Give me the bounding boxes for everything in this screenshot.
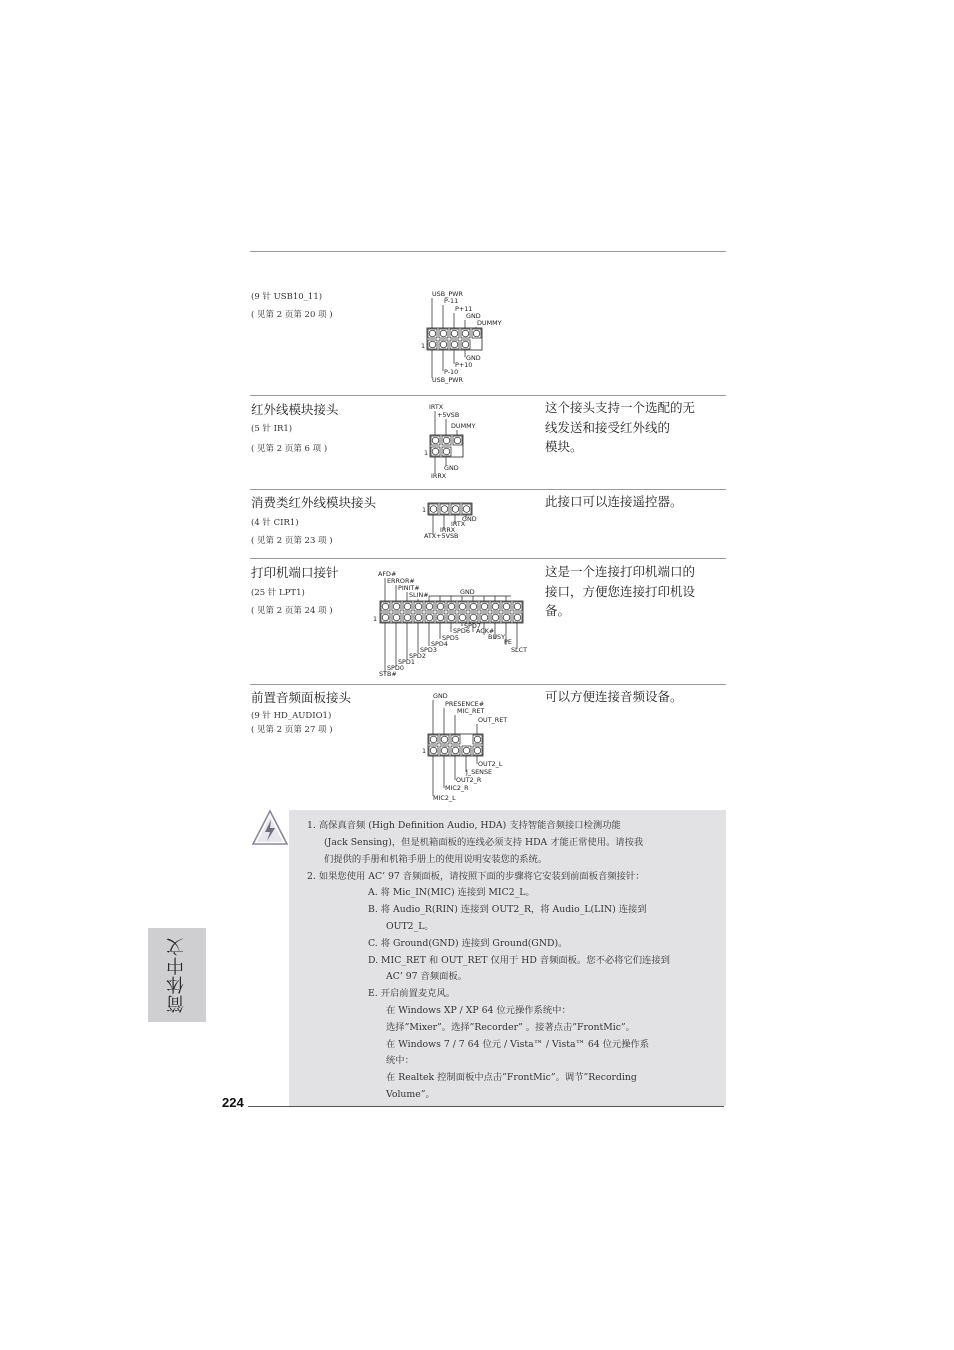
lpt-pin-hole (459, 614, 466, 621)
ir-title: 红外线模块接头 (251, 402, 339, 417)
usb-pin-label: P+10 (455, 361, 473, 369)
lpt-pin-label: SLCT (511, 646, 527, 654)
lpt-pin-hole (393, 603, 400, 610)
lpt-pin-hole (404, 603, 411, 610)
lpt-pin-label: ACK# (476, 627, 495, 635)
lpt-pin-hole (415, 603, 422, 610)
usb-ref: ( 见第 2 页第 20 项 ) (251, 310, 333, 320)
lpt-pin-hole (393, 614, 400, 621)
lpt-pin-hole (481, 614, 488, 621)
note-line: 2. 如果您使用 AC’ 97 音频面板，请按照下面的步骤将它安装到前面板音频接针： (307, 871, 645, 882)
lpt-pin-hole (382, 603, 389, 610)
lpt-pin-label: STB# (379, 670, 397, 678)
lpt-description (545, 562, 725, 621)
note-line: C. 将 Ground(GND) 连接到 Ground(GND)。 (368, 938, 568, 949)
lpt-title: 打印机端口接针 (251, 565, 339, 580)
lpt-pin-hole (481, 603, 488, 610)
lpt-pin-label: ERROR# (387, 577, 415, 585)
audio-pin1-marker: 1 (422, 747, 427, 755)
ir-description (545, 398, 725, 457)
note-line: 在 Windows XP / XP 64 位元操作系统中： (386, 1005, 571, 1016)
cir-pin-label: GND (462, 515, 477, 523)
ir-pin-label: DUMMY (451, 422, 476, 430)
lpt-pin-label: SPD0 (387, 664, 404, 672)
lpt-pin-hole (426, 614, 433, 621)
lpt-pin-hole (470, 603, 477, 610)
lpt-pin1-marker: 1 (373, 615, 378, 623)
language-side-tab (148, 928, 206, 1022)
usb-pin-label: P-11 (444, 297, 459, 305)
note-line: 在 Realtek 控制面板中点击”FrontMic”。调节”Recording (386, 1072, 637, 1083)
section-divider (250, 558, 726, 559)
cir-pin-label: IRTX (451, 520, 466, 528)
ir-pin-label: +5VSB (437, 411, 460, 419)
lpt-pin-label: BUSY (488, 633, 506, 641)
ir-desc-line: 这个接头支持一个选配的无 (545, 400, 696, 415)
lpt-pin-hole (459, 603, 466, 610)
language-side-tab-label: 简体中文 (166, 937, 187, 1013)
lpt-desc-line: 备。 (545, 603, 571, 618)
section-divider (250, 395, 726, 396)
lpt-pin-hole (514, 603, 521, 610)
usb-pin-label: DUMMY (477, 319, 502, 327)
usb-pin-label: GND (466, 312, 481, 320)
lpt-pin-hole (404, 614, 411, 621)
lpt-pin-label: SPD5 (442, 634, 459, 642)
ir-pin-label: GND (444, 464, 459, 472)
note-line: A. 将 Mic_IN(MIC) 连接到 MIC2_L。 (368, 887, 535, 898)
note-line: 在 Windows 7 / 7 64 位元 / Vista™ / Vista™ 64 位元操作系 (386, 1039, 650, 1050)
lpt-pin-label: SPD3 (420, 646, 437, 654)
lpt-desc-line: 接口，方便您连接打印机设 (545, 583, 696, 599)
audio-pin-label: MIC2_R (445, 784, 469, 792)
lpt-pin-hole (492, 614, 499, 621)
note-line: OUT2_L。 (386, 921, 434, 932)
cir-description: 此接口可以连接遥控器。 (545, 494, 683, 509)
footer-rule (248, 1106, 724, 1107)
lpt-pin-label: SPD1 (398, 658, 415, 666)
lpt-pin-label: SPD6 (453, 627, 470, 635)
lpt-pin-hole (437, 614, 444, 621)
audio-title: 前置音频面板接头 (251, 690, 352, 705)
lpt-desc-line: 这是一个连接打印机端口的 (545, 564, 696, 579)
lpt-pin-label: AFD# (378, 570, 397, 578)
audio-pin-label: OUT2_L (478, 760, 503, 768)
cir-ref: ( 见第 2 页第 23 项 ) (251, 536, 333, 546)
lpt-pin-label: SPD2 (409, 652, 426, 660)
lpt-pins-count: (25 针 LPT1) (251, 588, 305, 598)
section-divider (250, 489, 726, 490)
audio-pin-label: OUT2_R (456, 776, 482, 784)
lpt-ref: ( 见第 2 页第 24 项 ) (251, 606, 333, 616)
lpt-pin-label: GND (460, 588, 475, 596)
audio-header-diagram (420, 689, 530, 805)
audio-description: 可以方便连接音频设备。 (545, 689, 683, 704)
note-line: (Jack Sensing)，但是机箱面板的连线必须支持 HDA 才能正常使用。请按我 (324, 837, 644, 848)
lpt-pin-hole (448, 614, 455, 621)
note-line: 统中： (386, 1055, 414, 1066)
note-line: 们提供的手册和机箱手册上的使用说明安装您的系统。 (324, 854, 548, 865)
top-rule (250, 251, 726, 252)
ir-desc-line: 模块。 (545, 439, 583, 454)
note-line: 选择”Mixer”。选择”Recorder” 。接著点击”FrontMic”。 (386, 1022, 635, 1033)
lpt-pin-hole (382, 614, 389, 621)
section-divider (250, 684, 726, 685)
lpt-pin-label: PE (504, 638, 512, 646)
usb-pin-label: USB_PWR (432, 376, 463, 384)
cir-pin1-marker: 1 (422, 506, 427, 514)
lpt-pin-hole (448, 603, 455, 610)
warning-icon (250, 808, 290, 848)
note-line: Volume”。 (386, 1089, 435, 1100)
cir-header-diagram (418, 498, 528, 544)
note-line: D. MIC_RET 和 OUT_RET 仅用于 HD 音频面板。您不必将它们连接到 (368, 955, 670, 966)
lpt-pin-hole (503, 603, 510, 610)
page-number: 224 (222, 1095, 244, 1110)
usb-pin-label: GND (466, 354, 481, 362)
audio-pin-label: J_SENSE (466, 768, 493, 776)
usb-pin-label: P+11 (455, 305, 473, 313)
usb-header-diagram (420, 286, 530, 386)
ir-pin-label: IRTX (429, 403, 444, 411)
ir-header-diagram (420, 400, 530, 484)
audio-pin-label: PRESENCE# (445, 700, 485, 708)
lpt-pin-label: SPD7 (464, 622, 481, 630)
ir-desc-line: 线发送和接受红外线的 (545, 419, 671, 435)
note-line: 1. 高保真音频 (High Definition Audio, HDA) 支持智能音频接口检测功能 (307, 820, 621, 831)
lpt-header-diagram (372, 566, 537, 680)
audio-ref: ( 见第 2 页第 27 项 ) (251, 725, 333, 735)
lpt-pin-hole (492, 603, 499, 610)
audio-pin-label: MIC2_L (433, 794, 456, 802)
ir-pin1-marker: 1 (424, 449, 429, 457)
cir-pin-label: ATX+5VSB (424, 532, 459, 540)
lpt-pin-hole (470, 614, 477, 621)
usb-pin-label: P-10 (444, 368, 459, 376)
lpt-pin-hole (437, 603, 444, 610)
cir-pin-label: IRRX (440, 526, 456, 534)
lpt-pin-hole (415, 614, 422, 621)
usb-pin-label: USB_PWR (432, 290, 463, 298)
ir-pins-count: (5 针 IR1) (251, 424, 293, 434)
usb-pins-count: (9 针 USB10_11) (251, 292, 323, 302)
audio-pin-label: OUT_RET (478, 716, 508, 724)
lpt-pin-hole (503, 614, 510, 621)
lpt-pin-label: SPD4 (431, 640, 448, 648)
note-line: E. 开启前置麦克风。 (368, 988, 456, 999)
ir-pin-label: IRRX (431, 472, 447, 480)
lpt-pin-label: PINIT# (398, 584, 420, 592)
cir-pins-count: (4 针 CIR1) (251, 518, 299, 528)
cir-title: 消费类红外线模块接头 (251, 495, 377, 510)
usb-pin1-marker: 1 (421, 342, 426, 350)
lpt-pin-label: SLIN# (409, 591, 429, 599)
ir-ref: ( 见第 2 页第 6 项 ) (251, 444, 328, 454)
lpt-pin-hole (426, 603, 433, 610)
note-line: B. 将 Audio_R(RIN) 连接到 OUT2_R，将 Audio_L(LIN) 连接到 (368, 904, 647, 915)
audio-pin-label: MIC_RET (457, 707, 485, 715)
audio-pin-label: GND (433, 692, 448, 700)
note-line: AC’ 97 音频面板。 (386, 971, 468, 982)
lpt-pin-hole (514, 614, 521, 621)
audio-pins-count: (9 针 HD_AUDIO1) (251, 711, 332, 721)
